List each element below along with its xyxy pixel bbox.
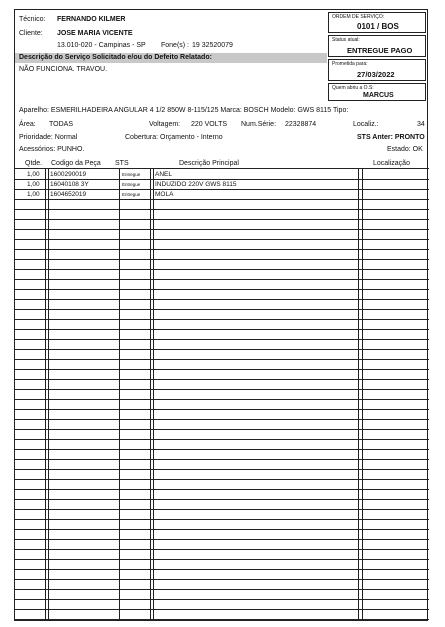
- ordem-value: 0101 / BOS: [357, 22, 399, 31]
- table-row-line: [15, 219, 429, 220]
- col-divider: [119, 169, 120, 621]
- table-row-line: [15, 279, 429, 280]
- prometida-box: [328, 59, 426, 81]
- table-row-line: [15, 449, 429, 450]
- table-row-line: [15, 259, 429, 260]
- col-divider: [150, 169, 151, 621]
- table-row-line: [15, 439, 429, 440]
- table-row-line: [15, 339, 429, 340]
- table-row-line: [15, 319, 429, 320]
- voltagem-label: Voltagem:: [149, 121, 181, 128]
- table-row-line: [15, 479, 429, 480]
- table-row-line: [15, 579, 429, 580]
- table-row-line: [15, 539, 429, 540]
- table-row-line: [15, 599, 429, 600]
- quem-box: [328, 83, 426, 101]
- table-row-line: [15, 249, 429, 250]
- quem-value: MARCUS: [363, 92, 394, 99]
- table-row-line: [15, 369, 429, 370]
- table-row-line: [15, 469, 429, 470]
- table-row-line: [15, 619, 429, 620]
- col-header-localizacao: Localização: [373, 160, 410, 167]
- descricao-text: NÃO FUNCIONA. TRAVOU.: [19, 66, 108, 73]
- table-row-line: [15, 269, 429, 270]
- localiz-label: Localiz.:: [353, 121, 379, 128]
- table-row-line: [15, 199, 429, 200]
- table-row-line: [15, 559, 429, 560]
- table-row-line: [15, 529, 429, 530]
- status-value: ENTREGUE PAGO: [347, 46, 413, 55]
- row-descricao: INDUZIDO 220V GWS 8115: [155, 181, 237, 188]
- fone-label: Fone(s) :: [161, 42, 190, 49]
- row-codigo: 1600290019: [50, 171, 87, 178]
- table-row-line: [15, 389, 429, 390]
- table-row-line: [15, 309, 429, 310]
- serie-label: Num.Série:: [241, 121, 277, 128]
- fone-value: 19 32520079: [192, 42, 233, 49]
- area-value: TODAS: [49, 121, 73, 128]
- table-row-line: [15, 229, 429, 230]
- col-header-qtde: Qtde.: [25, 160, 43, 167]
- table-row-line: [15, 289, 429, 290]
- table-row-line: [15, 329, 429, 330]
- sts-anter: STS Anter: PRONTO: [357, 134, 425, 141]
- table-row-line: [15, 399, 429, 400]
- col-header-codigo: Codigo da Peça: [51, 160, 101, 167]
- row-sts: Entregue: [122, 182, 141, 187]
- table-row-line: [15, 609, 429, 610]
- serie-value: 22328874: [285, 121, 317, 128]
- cliente-label: Cliente:: [19, 30, 43, 37]
- table-row-line: [15, 429, 429, 430]
- row-descricao: ANEL: [155, 171, 172, 178]
- row-descricao: MOLA: [155, 191, 174, 198]
- tecnico-label: Técnico:: [19, 16, 46, 23]
- table-row-line: [15, 419, 429, 420]
- table-row-line: [15, 409, 429, 410]
- descricao-title: Descrição do Serviço Solicitado e/ou do Defeito Relatado:: [19, 54, 212, 61]
- area-label: Área:: [19, 121, 36, 128]
- table-row-line: [15, 299, 429, 300]
- service-order-form: [14, 9, 428, 621]
- row-codigo: 16040108 3Y: [50, 181, 89, 188]
- col-divider: [48, 169, 49, 621]
- table-row-line: [15, 349, 429, 350]
- table-row-line: [15, 519, 429, 520]
- table-row-line: [15, 379, 429, 380]
- row-codigo: 1604652019: [50, 191, 87, 198]
- table-row-line: [15, 239, 429, 240]
- col-header-descricao: Descrição Principal: [179, 160, 239, 167]
- table-row-line: [15, 549, 429, 550]
- prioridade: Prioridade: Normal: [19, 134, 78, 141]
- status-label: Status atual:: [332, 37, 360, 43]
- row-qtde: 1,00: [27, 181, 40, 188]
- table-row-line: [15, 179, 429, 180]
- col-header-sts: STS: [115, 160, 129, 167]
- table-row-line: [15, 509, 429, 510]
- row-sts: Entregue: [122, 192, 141, 197]
- aparelho-line: Aparelho: ESMERILHADEIRA ANGULAR 4 1/2 850W 8-115/125 Marca: BOSCH Modelo: GWS 8115 Tipo:: [19, 107, 349, 114]
- cobertura: Cobertura: Orçamento - Interno: [125, 134, 223, 141]
- ordem-label: ORDEM DE SERVIÇO:: [332, 14, 385, 20]
- col-divider: [45, 169, 46, 621]
- voltagem-value: 220 VOLTS: [191, 121, 228, 128]
- table-row-line: [15, 589, 429, 590]
- endereco: 13.010-020 - Campinas - SP: [57, 42, 146, 49]
- acessorios: Acessórios: PUNHO.: [19, 146, 85, 153]
- table-row-line: [15, 489, 429, 490]
- localiz-value: 34: [417, 121, 425, 128]
- ordem-box: [328, 12, 426, 33]
- cliente-value: JOSE MARIA VICENTE: [57, 30, 133, 37]
- row-qtde: 1,00: [27, 171, 40, 178]
- table-row-line: [15, 499, 429, 500]
- tecnico-value: FERNANDO KILMER: [57, 16, 126, 23]
- estado: Estado: OK: [387, 146, 423, 153]
- table-row-line: [15, 569, 429, 570]
- row-sts: Entregue: [122, 172, 141, 177]
- col-divider: [362, 169, 363, 621]
- quem-label: Quem abriu a O.S:: [332, 85, 374, 91]
- table-row-line: [15, 359, 429, 360]
- prometida-label: Prometida para:: [332, 61, 368, 67]
- parts-table: [15, 168, 429, 621]
- table-row-line: [15, 209, 429, 210]
- table-row-line: [15, 189, 429, 190]
- status-box: [328, 35, 426, 57]
- col-divider: [358, 169, 359, 621]
- row-qtde: 1,00: [27, 191, 40, 198]
- col-divider: [153, 169, 154, 621]
- table-row-line: [15, 459, 429, 460]
- prometida-value: 27/03/2022: [357, 70, 395, 79]
